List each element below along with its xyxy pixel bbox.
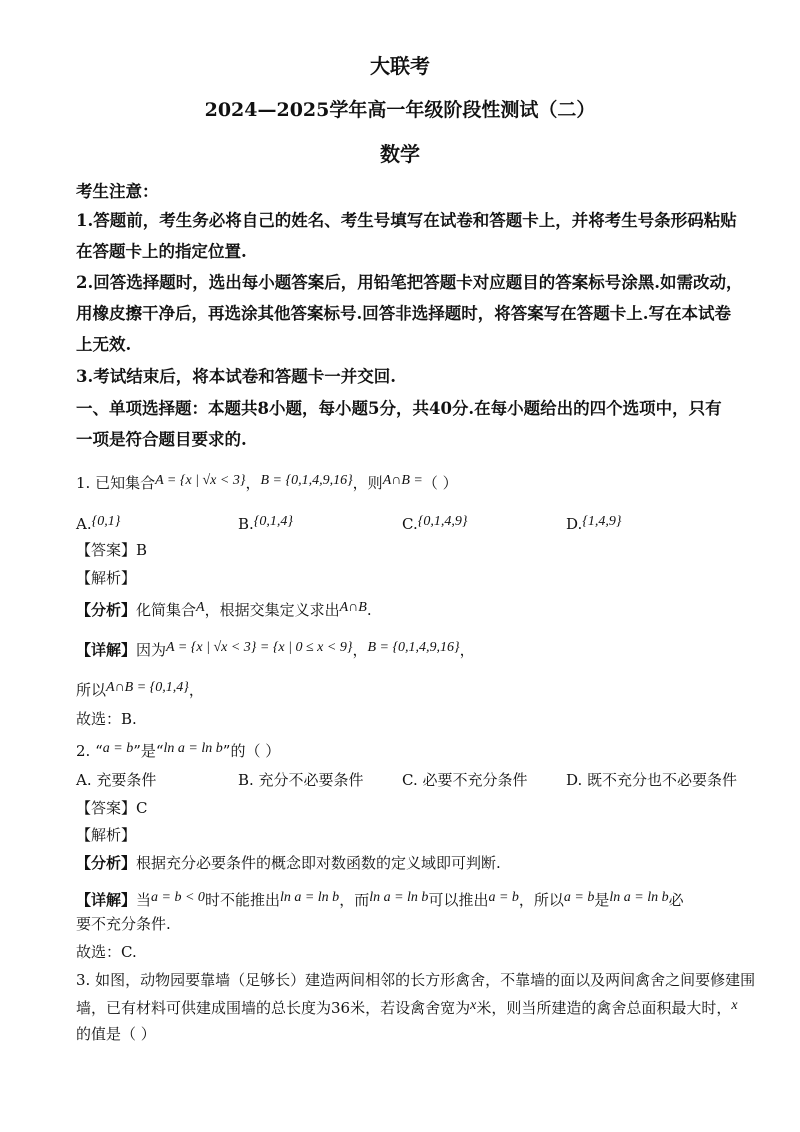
q2-e6: ln a = ln b — [609, 890, 669, 905]
q1-option-a-label: A. — [76, 515, 92, 533]
q2-analysis — [76, 853, 501, 873]
q1-detail — [76, 640, 475, 662]
q2-option-c: C. 必要不充分条件 — [402, 771, 528, 789]
q1-detail-expr2: B = {0,1,4,9,16} — [367, 640, 460, 655]
question-3-line-2 — [76, 998, 738, 1020]
q2-e5: a = b — [563, 890, 595, 905]
q1-so-expr: A∩B = {0,1,4} — [106, 680, 189, 695]
q1-option-a — [76, 514, 120, 536]
q1-detail-sep: ， — [352, 641, 368, 659]
question-3-line-3: 的值是（ ） — [76, 1025, 156, 1043]
q2-detail-line-1 — [76, 890, 684, 912]
q2-e2: ln a = ln b — [279, 890, 340, 905]
exam-title: 大联考 — [370, 54, 430, 78]
exam-subtitle: 2024—2025学年高一年级阶段性测试（二） — [204, 99, 596, 121]
q1-detail-text: 因为 — [136, 641, 167, 659]
q2-expr2: ln a = ln b — [163, 741, 223, 756]
q2-option-a: A. 充要条件 — [76, 771, 157, 789]
question-1-stem — [76, 473, 458, 495]
q1-option-b — [238, 514, 293, 536]
q1-so-text: 所以 — [76, 681, 107, 699]
q1-detail-expr: A = {x | √x < 3} = {x | 0 ≤ x < 9} — [166, 640, 353, 655]
q1-option-b-value: {0,1,4} — [253, 514, 293, 529]
section-1-line-1: 一、单项选择题：本题共8小题，每小题5分，共40分.在每小题给出的四个选项中，只有 — [76, 399, 722, 418]
q2-stem-suffix: ”的（ ） — [222, 742, 281, 760]
question-3-line-1: 3. 如图，动物园要靠墙（足够长）建造两间相邻的长方形禽舍，不靠墙的面以及两间禽舍之间要修建围 — [76, 971, 756, 989]
q2-d4: 可以推出 — [428, 891, 489, 909]
q1-so — [76, 680, 204, 702]
q2-option-d: D. 既不充分也不必要条件 — [566, 771, 738, 789]
q2-stem-prefix: 2. “ — [76, 742, 103, 760]
q2-d2: 时不能推出 — [204, 891, 280, 909]
q2-e1: a = b < 0 — [151, 890, 205, 905]
q2-d7: 必 — [668, 891, 684, 909]
q2-d1: 当 — [136, 891, 152, 909]
q2-analysis-text: 根据充分必要条件的概念即对数函数的定义域即可判断. — [136, 854, 501, 872]
q1-set-b: B = {0,1,4,9,16} — [260, 473, 353, 488]
q2-detail-tag: 【详解】 — [76, 891, 137, 909]
section-1-line-2: 一项是符合题目要求的. — [76, 430, 247, 449]
q1-answer: 【答案】B — [76, 541, 148, 559]
q1-option-c — [402, 514, 467, 536]
q1-stem-suffix-pre: ，则 — [352, 474, 383, 492]
q2-analysis-tag: 【分析】 — [76, 854, 137, 872]
notice-item-2-line-1: 2.回答选择题时，选出每小题答案后，用铅笔把答题卡对应题目的答案标号涂黑.如需改动， — [76, 273, 743, 292]
exam-subject: 数学 — [380, 142, 420, 166]
notice-item-3: 3.考试结束后，将本试卷和答题卡一并交回. — [76, 367, 396, 386]
q1-stem-suffix: （ ） — [422, 474, 458, 492]
q1-expr: A∩B = — [382, 473, 423, 488]
q1-analysis — [76, 600, 372, 622]
q2-choose: 故选：C. — [76, 943, 137, 961]
q3-line2-a: 墙，已有材料可供建成围墙的总长度为36米，若设禽舍宽为 — [76, 999, 471, 1017]
q1-option-d — [566, 514, 621, 536]
notice-item-2-line-3: 上无效. — [76, 335, 132, 354]
q3-var-x: x — [470, 998, 477, 1013]
q1-analysis-tag: 【分析】 — [76, 601, 137, 619]
q1-option-c-label: C. — [402, 515, 418, 533]
q2-option-b: B. 充分不必要条件 — [238, 771, 364, 789]
q1-option-d-label: D. — [566, 515, 583, 533]
q1-jiexi: 【解析】 — [76, 569, 137, 587]
q1-option-b-label: B. — [238, 515, 254, 533]
q2-mid: ”是“ — [133, 742, 164, 760]
q1-option-a-value: {0,1} — [91, 514, 121, 529]
q1-analysis-var: A — [196, 600, 205, 615]
question-2-stem — [76, 741, 280, 763]
q1-set-a: A = {x | √x < 3} — [155, 473, 246, 488]
q2-e3: ln a = ln b — [369, 890, 429, 905]
q2-d6: 是 — [594, 891, 610, 909]
notice-item-1-line-2: 在答题卡上的指定位置. — [76, 242, 247, 261]
q1-sep: ， — [245, 474, 261, 492]
q1-so-end: ， — [188, 681, 204, 699]
q2-jiexi: 【解析】 — [76, 826, 137, 844]
q2-e4: a = b — [488, 890, 519, 905]
q2-d5: ，所以 — [518, 891, 564, 909]
q2-answer: 【答案】C — [76, 799, 148, 817]
notice-item-2-line-2: 用橡皮擦干净后，再选涂其他答案标号.回答非选择题时，将答案写在答题卡上.写在本试卷 — [76, 304, 731, 323]
q1-analysis-end: . — [366, 601, 372, 619]
q1-stem-prefix: 1. 已知集合 — [76, 474, 156, 492]
q1-analysis-expr: A∩B — [339, 600, 367, 615]
q3-var-x2: x — [731, 998, 738, 1013]
q2-detail-line-2: 要不充分条件. — [76, 915, 171, 933]
q1-detail-end: ， — [459, 641, 475, 659]
q1-option-c-value: {0,1,4,9} — [417, 514, 468, 529]
q1-analysis-text2: ，根据交集定义求出 — [204, 601, 340, 619]
q1-analysis-text: 化简集合 — [136, 601, 197, 619]
q2-d3: ，而 — [339, 891, 370, 909]
q2-expr1: a = b — [102, 741, 134, 756]
q1-option-d-value: {1,4,9} — [582, 514, 622, 529]
notice-item-1-line-1: 1.答题前，考生务必将自己的姓名、考生号填写在试卷和答题卡上，并将考生号条形码粘贴 — [76, 211, 737, 230]
q1-detail-tag: 【详解】 — [76, 641, 137, 659]
q1-choose: 故选：B. — [76, 710, 137, 728]
q3-line2-b: 米，则当所建造的禽舍总面积最大时， — [476, 999, 732, 1017]
notice-heading: 考生注意： — [76, 182, 159, 201]
